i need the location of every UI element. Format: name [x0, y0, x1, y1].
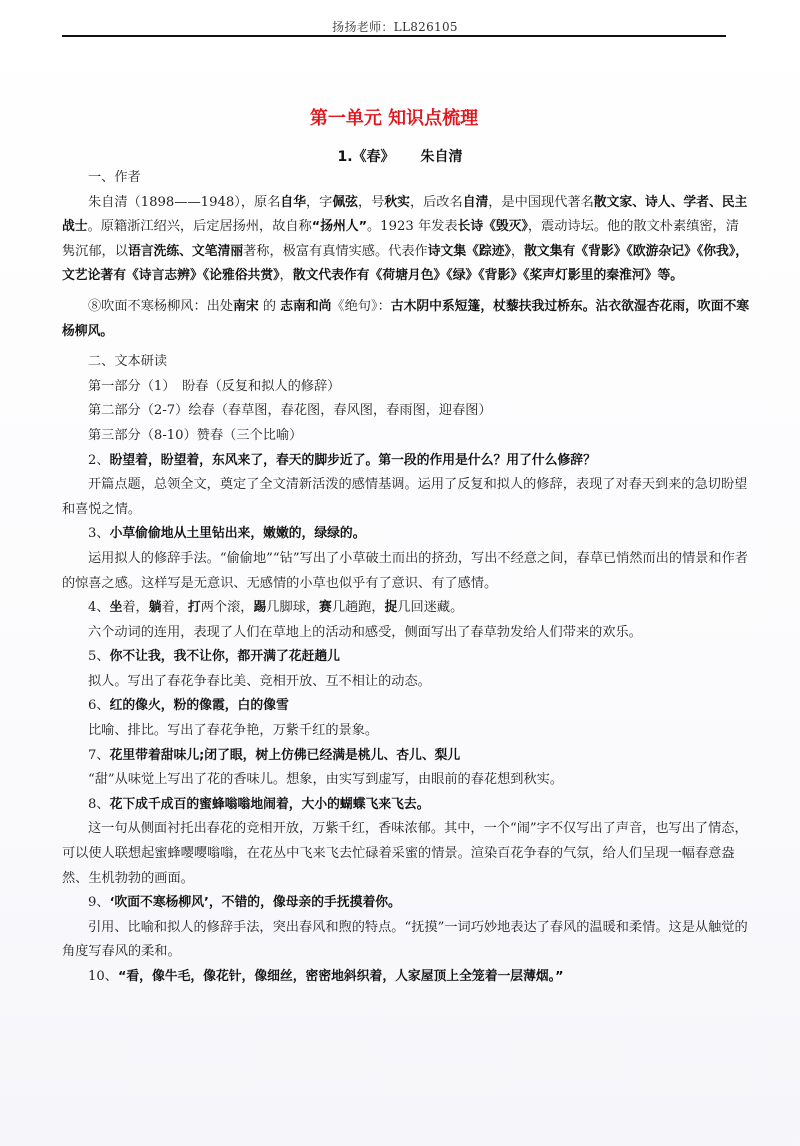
question-number: 6、: [88, 698, 110, 714]
lesson-title: [0, 146, 800, 166]
bio-bold: 自清: [462, 194, 489, 210]
bio-bold: 散文集有《背影》《欧游杂记》《你我》，文艺论著有《诗言志辨》《论雅俗共赏》: [62, 243, 749, 284]
question-quote: 小草偷偷地从土里钻出来，嫩嫩的，绿绿的。: [109, 526, 366, 542]
quote-text: 着，: [122, 600, 149, 616]
section-heading-author: 一、作者: [88, 170, 141, 185]
verb-bold: 赛: [319, 600, 332, 616]
part-2: 第二部分（2-7）绘春（春草图，春花图，春风图，春雨图，迎春图）: [88, 403, 492, 419]
verb-bold: 踢: [253, 600, 267, 616]
question-quote: ‘吹面不寒杨柳风’，不错的，像母亲的手抚摸着你。: [109, 895, 401, 911]
bio-bold: 散文家、诗人、学者、民主战士: [62, 194, 748, 235]
question-number: 8、: [88, 796, 110, 812]
question-quote: 花下成千成百的蜜蜂嗡嗡地闹着，大小的蝴蝶飞来飞去。: [109, 796, 430, 812]
answer-7: “甜”从味觉上写出了花的香味儿。想象，由实写到虚写，由眼前的春花想到秋实。: [88, 772, 564, 788]
verb-bold: 躺: [148, 600, 162, 616]
bio-text: ，字: [306, 194, 333, 210]
question-number: 9、: [88, 895, 110, 911]
bio-text: ，是中国现代著名: [488, 194, 594, 210]
question-10: [62, 965, 752, 990]
answer-4: 六个动词的连用，表现了人们在草地上的活动和感受，侧面写出了春草勃发给人们带来的欢乐。: [88, 624, 642, 640]
lesson-author: 朱自清: [420, 149, 463, 165]
question-number: 4、: [88, 600, 110, 616]
note-text: 的: [258, 298, 281, 314]
question-4: [62, 596, 752, 621]
verb-bold: 坐: [109, 600, 123, 616]
quote-text: 两个滚，: [200, 600, 254, 616]
quote-text: 几脚球，: [266, 600, 320, 616]
verb-bold: 打: [187, 600, 201, 616]
question-9: [62, 891, 752, 916]
note-bold: 南宋: [233, 298, 259, 314]
question-number: 7、: [88, 747, 110, 763]
bio-text: ，震动诗坛。他的散文朴素缜密，清隽沉郁，以: [62, 219, 739, 259]
bio-bold: 散文代表作有《荷塘月色》《绿》《背影》《桨声灯影里的秦淮河》等。: [292, 268, 684, 284]
question-6: [62, 694, 752, 719]
section-heading-text-study: 二、文本研读: [88, 354, 168, 370]
quote-text: 几趟跑，: [331, 600, 385, 616]
bio-text: 。1923 年发表: [367, 219, 458, 235]
bio-text: ，: [279, 268, 293, 284]
part-1: 第一部分（1） 盼春（反复和拟人的修辞）: [88, 378, 341, 394]
question-7: [62, 744, 752, 769]
question-5: [62, 645, 752, 670]
answer-8: 这一句从侧面衬托出春花的竞相开放，万紫千红，香味浓郁。其中，一个“闹”字不仅写出了声音，也写出了情态，可以使人联想起蜜蜂嘤嘤嗡嗡，在花丛中飞来飞去忙碌着采蜜的情景。渲染百花争春的气氛，给人们呈现一幅春意盎然、生机勃勃的画面。: [62, 821, 748, 886]
answer-2: 开篇点题，总领全文，奠定了全文清新活泼的感情基调。运用了反复和拟人的修辞，表现了对春天到来的急切盼望和喜悦之情。: [62, 477, 748, 517]
quote-text: 着，: [161, 600, 188, 616]
question-number: 10、: [88, 969, 118, 984]
question-3: [62, 522, 752, 547]
bio-text: 著称，极富有真情实感。代表作: [243, 243, 428, 259]
bio-bold: 佩弦: [332, 194, 358, 210]
note-bold: 古木阴中系短篷，杖藜扶我过桥东。沾衣欲湿杏花雨，吹面不寒杨柳风。: [62, 298, 750, 339]
bio-text: ，: [510, 243, 525, 259]
bio-bold: 诗文集《踪迹》: [427, 243, 511, 259]
question-2: [62, 449, 752, 474]
poem-note: [62, 295, 752, 344]
question-number: 3、: [88, 526, 110, 542]
bio-text: ，号: [357, 194, 385, 210]
question-number: 5、: [88, 649, 110, 665]
question-quote: 花里带着甜味儿;闭了眼，树上仿佛已经满是桃儿、杏儿、梨儿: [109, 747, 461, 763]
answer-3: 运用拟人的修辞手法。“偷偷地”“钻”写出了小草破土而出的挤劲，写出不经意之间，春草已悄然而出的情景和作者的惊喜之感。这样写是无意识、无感情的小草也似乎有了意识、有了感情。: [62, 550, 748, 591]
page-header: 扬扬老师：LL826105: [332, 20, 458, 34]
note-bold: 志南和尚: [280, 298, 332, 314]
bio-bold: 长诗《毁灭》: [457, 219, 528, 235]
question-quote: 你不让我，我不让你，都开满了花赶趟儿: [109, 649, 340, 665]
answer-9: 引用、比喻和拟人的修辞手法，突出春风和煦的特点。“抚摸”一词巧妙地表达了春风的温暖和柔情。这是从触觉的角度写春风的柔和。: [62, 919, 748, 960]
bio-bold: “扬州人”: [311, 219, 367, 235]
question-quote: “看，像牛毛，像花针，像细丝，密密地斜织着，人家屋顶上全笼着一层薄烟。”: [117, 969, 564, 984]
bio-text: 朱自清（1898——1948），原名: [88, 194, 281, 210]
lesson-number: 1.《春》: [337, 149, 395, 165]
part-3: 第三部分（8-10）赞春（三个比喻）: [88, 427, 303, 443]
quote-text: 几回迷藏。: [397, 600, 464, 616]
bio-bold: 秋实: [384, 194, 410, 210]
bio-text: ，后改名: [409, 194, 463, 210]
question-number: 2、: [88, 452, 110, 468]
bio-bold: 自华: [280, 194, 306, 210]
question-8: [62, 793, 752, 818]
unit-title: 第一单元 知识点梳理: [309, 108, 479, 129]
note-text: ⑧吹面不寒杨柳风：出处: [88, 298, 234, 314]
question-quote: 红的像火，粉的像霞，白的像雪: [109, 698, 289, 714]
header-divider: [62, 35, 726, 37]
document-body: [62, 166, 752, 990]
question-quote: 盼望着，盼望着，东风来了，春天的脚步近了。第一段的作用是什么？用了什么修辞？: [109, 452, 596, 468]
author-bio: [62, 191, 752, 289]
bio-text: 。原籍浙江绍兴，后定居扬州，故自称: [87, 219, 312, 235]
verb-bold: 捉: [384, 600, 398, 616]
bio-bold: 语言洗练、文笔清丽: [127, 243, 244, 259]
answer-6: 比喻、排比。写出了春花争艳，万紫千红的景象。: [88, 723, 379, 739]
note-text: 《绝句》：: [331, 298, 391, 314]
answer-5: 拟人。写出了春花争春比美、竞相开放、互不相让的动态。: [88, 673, 431, 689]
